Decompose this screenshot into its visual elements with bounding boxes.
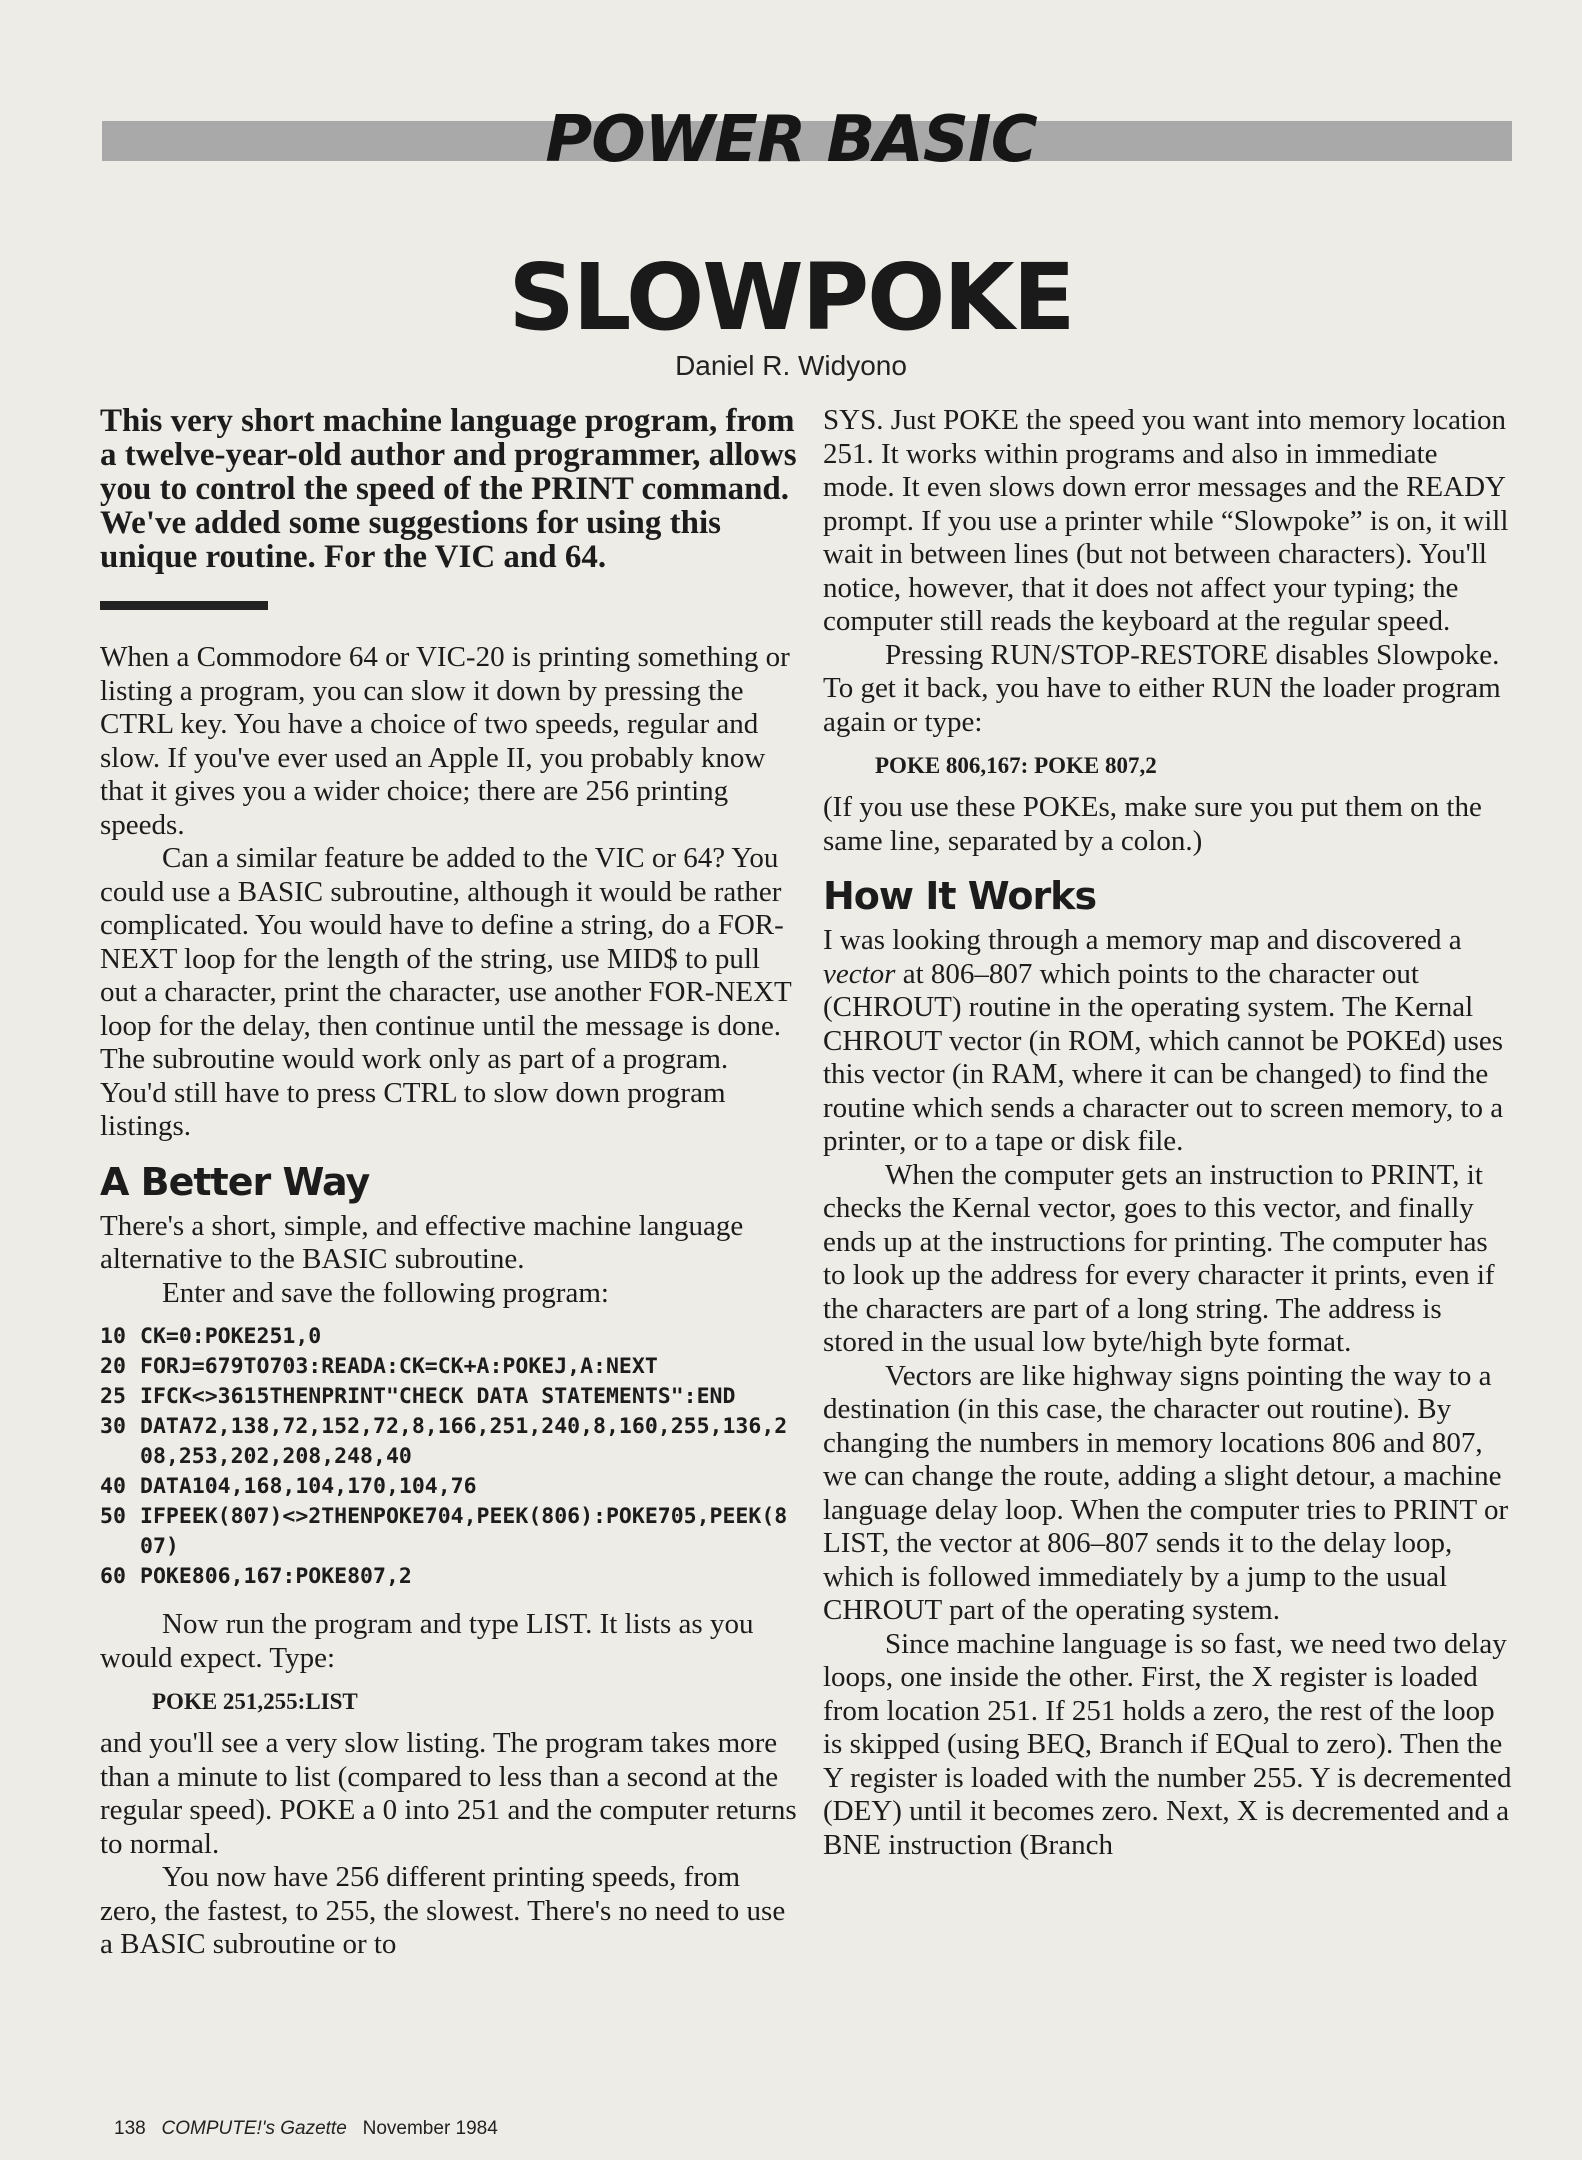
code-line — [100, 1322, 800, 1352]
paragraph: and you'll see a very slow listing. The program takes more than a minute to list (compared to less than a second at the regular speed). POKE a 0 into 251 and the computer returns to normal. — [100, 1727, 797, 1860]
intro-blurb: This very short machine language program, from a twelve-year-old author and programmer, allows you to control the speed of the PRINT command. We've added some suggestions for using this unique routine. For the VIC and 64. — [100, 403, 797, 575]
emphasis-term: vector — [823, 957, 896, 990]
paragraph: You now have 256 different printing speeds, from zero, the fastest, to 255, the slowest. There's no need to use a BASIC subroutine or to — [100, 1861, 786, 1960]
line-number: 20 — [100, 1354, 126, 1379]
line-code: DATA104,168,104,170,104,76 — [140, 1474, 477, 1499]
paragraph: Vectors are like highway signs pointing the way to a destination (in this case, the character out routine). By changing the numbers in memory locations 806 and 807, we can change the route, adding a slight detour, a machine language delay loop. When the computer tries to PRINT or LIST, the vector at 806–807 sends it to the delay loop, which is followed immediately by a jump to the usual CHROUT part of the operating system. — [823, 1359, 1509, 1626]
issue-date: November 1984 — [362, 2118, 498, 2139]
page-footer — [114, 2118, 498, 2140]
paragraph: There's a short, simple, and effective machine language alternative to the BASIC subroutine. — [100, 1209, 744, 1275]
code-line — [100, 1352, 800, 1382]
line-code: IFPEEK(807)<>2THENPOKE704,PEEK(806):POKE705,PEEK(807) — [140, 1504, 788, 1559]
text-run: at 806–807 which points to the character out (CHROUT) routine in the operating system. The Kernal CHROUT vector (in ROM, which cannot be POKEd) uses this vector (in RAM, where it can be changed) to find the routine which sends a character out to screen memory, to a printer, or to a tape or disk file. — [823, 957, 1504, 1157]
magazine-name: COMPUTE!'s Gazette — [161, 2118, 347, 2139]
line-code: DATA72,138,72,152,72,8,166,251,240,8,160,255,136,208,253,202,208,248,40 — [140, 1414, 788, 1469]
code-line — [100, 1472, 800, 1502]
paragraph: When the computer gets an instruction to PRINT, it checks the Kernal vector, goes to this vector, and finally ends up at the instructions for printing. The computer has to look up the address for every character it prints, even if the characters are part of a long string. The address is stored in the usual low byte/high byte format. — [823, 1158, 1495, 1358]
text-run: I was looking through a memory map and discovered a — [823, 924, 1462, 956]
paragraph: (If you use these POKEs, make sure you put them on the same line, separated by a colon.) — [823, 791, 1482, 857]
line-code: IFCK<>3615THENPRINT"CHECK DATA STATEMENTS":END — [140, 1384, 736, 1409]
byline: Daniel R. Widyono — [675, 350, 907, 381]
paragraph: Now run the program and type LIST. It lists as you would expect. Type: — [100, 1608, 754, 1674]
section-heading: A Better Way — [100, 1159, 370, 1204]
divider-rule — [100, 601, 268, 610]
code-line — [100, 1412, 800, 1472]
right-column — [823, 404, 1513, 1862]
section-heading: How It Works — [823, 874, 1097, 918]
section-title: POWER BASIC — [545, 103, 1037, 177]
page-number: 138 — [114, 2118, 146, 2139]
line-number: 30 — [100, 1414, 126, 1439]
paragraph: SYS. Just POKE the speed you want into memory location 251. It works within programs and also in immediate mode. It even slows down error messages and the READY prompt. If you use a printer while “Slowpoke” is on, it will wait in between lines (but not between characters). You'll notice, however, that it does not affect your typing; the computer still reads the keyboard at the regular speed. — [823, 404, 1509, 637]
line-number: 25 — [100, 1384, 126, 1409]
paragraph — [823, 924, 1513, 1159]
program-listing — [100, 1322, 800, 1592]
line-code: CK=0:POKE251,0 — [140, 1324, 322, 1349]
code-line — [100, 1502, 800, 1562]
left-column — [100, 404, 800, 1962]
line-number: 50 — [100, 1504, 126, 1529]
code-line — [100, 1562, 800, 1592]
command-example: POKE 806,167: POKE 807,2 — [875, 753, 1157, 778]
paragraph: Since machine language is so fast, we need two delay loops, one inside the other. First, the X register is loaded from location 251. If 251 holds a zero, the rest of the loop is skipped (using BEQ, Branch if EQual to zero). Then the Y register is loaded with the number 255. Y is decremented (DEY) until it becomes zero. Next, X is decremented and a BNE instruction (Branch — [823, 1627, 1512, 1861]
line-number: 40 — [100, 1474, 126, 1499]
paragraph: When a Commodore 64 or VIC-20 is printing something or listing a program, you can slow it down by pressing the CTRL key. You have a choice of two speeds, regular and slow. If you've ever used an Apple II, you probably know that it gives you a wider choice; there are 256 printing speeds. — [100, 641, 790, 841]
article-title: SLOWPOKE — [508, 244, 1074, 351]
line-number: 60 — [100, 1564, 126, 1589]
line-number: 10 — [100, 1324, 126, 1349]
paragraph: Pressing RUN/STOP-RESTORE disables Slowpoke. To get it back, you have to either RUN the loader program again or type: — [823, 638, 1501, 738]
line-code: POKE806,167:POKE807,2 — [140, 1564, 412, 1589]
line-code: FORJ=679TO703:READA:CK=CK+A:POKEJ,A:NEXT — [140, 1354, 658, 1379]
command-example: POKE 251,255:LIST — [152, 1689, 358, 1714]
paragraph: Can a similar feature be added to the VIC or 64? You could use a BASIC subroutine, although it would be rather complicated. You would have to define a string, do a FOR-NEXT loop for the length of the string, use MID$ to pull out a character, print the character, use another FOR-NEXT loop for the delay, then continue until the message is done. The subroutine would work only as part of a program. You'd still have to press CTRL to slow down program listings. — [100, 842, 792, 1142]
code-line — [100, 1382, 800, 1412]
paragraph: Enter and save the following program: — [162, 1276, 609, 1309]
